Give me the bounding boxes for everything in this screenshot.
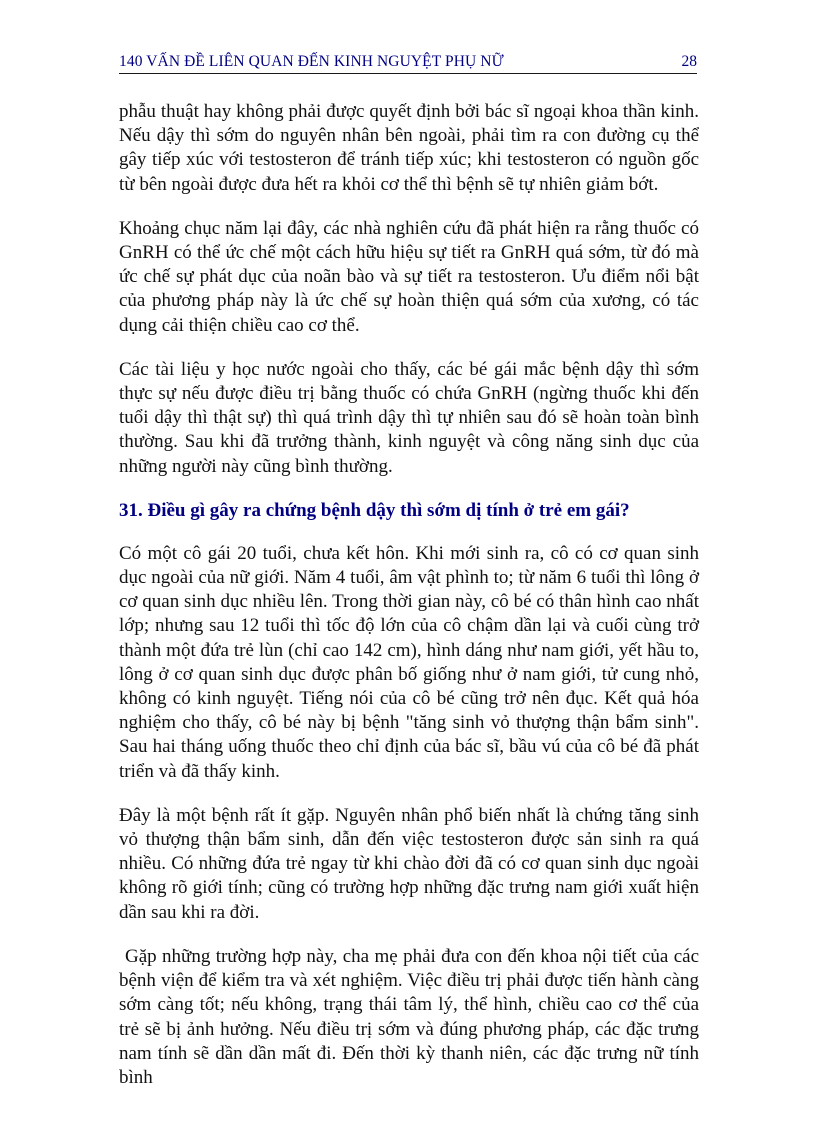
page-number: 28: [681, 53, 697, 70]
header-title: 140 VẤN ĐỀ LIÊN QUAN ĐẾN KINH NGUYỆT PHỤ NỮ: [119, 53, 504, 70]
paragraph: Có một cô gái 20 tuổi, chưa kết hôn. Khi mới sinh ra, cô có cơ quan sinh dục ngoài của nữ giới. Năm 4 tuổi, âm vật phình to; từ năm 6 tuổi thì lông ở cơ quan sinh dục nhiều lên. Trong thời gian này, cô bé có thân hình cao nhất lớp; nhưng sau 12 tuổi thì tốc độ lớn của cô chậm dần lại và cuối cùng trở thành một đứa trẻ lùn (chỉ cao 142 cm), hình dáng như nam giới, yết hầu to, lông ở cơ quan sinh dục được phân bố giống như ở nam giới, tử cung nhỏ, không có kinh nguyệt. Tiếng nói của cô bé cũng trở nên đục. Kết quả hóa nghiệm cho thấy, cô bé này bị bệnh "tăng sinh vỏ thượng thận bẩm sinh". Sau hai tháng uống thuốc theo chỉ định của bác sĩ, bầu vú của cô bé đã phát triển và đã thấy kinh.: [119, 542, 699, 782]
paragraph: Khoảng chục năm lại đây, các nhà nghiên cứu đã phát hiện ra rằng thuốc có GnRH có thể ức chế một cách hữu hiệu sự tiết ra GnRH quá sớm, từ đó mà ức chế sự phát dục của noãn bào và sự tiết ra testosteron. Ưu điểm nổi bật của phương pháp này là ức chế sự hoàn thiện quá sớm của xương, có tác dụng cải thiện chiều cao cơ thể.: [119, 217, 699, 336]
page-body: [119, 100, 699, 1090]
running-header: [119, 53, 697, 74]
paragraph: Gặp những trường hợp này, cha mẹ phải đưa con đến khoa nội tiết của các bệnh viện để kiểm tra và xét nghiệm. Việc điều trị phải được tiến hành càng sớm càng tốt; nếu không, trạng thái tâm lý, thể hình, chiều cao cơ thể của trẻ sẽ bị ảnh hưởng. Nếu điều trị sớm và đúng phương pháp, các đặc trưng nam tính sẽ dần dần mất đi. Đến thời kỳ thanh niên, các đặc trưng nữ tính bình: [119, 945, 699, 1088]
paragraph: Các tài liệu y học nước ngoài cho thấy, các bé gái mắc bệnh dậy thì sớm thực sự nếu được điều trị bằng thuốc có chứa GnRH (ngừng thuốc khi đến tuổi dậy thì thật sự) thì quá trình dậy thì tự nhiên sau đó sẽ hoàn toàn bình thường. Sau khi đã trưởng thành, kinh nguyệt và công năng sinh dục của những người này cũng bình thường.: [119, 358, 699, 477]
section-heading: 31. Điều gì gây ra chứng bệnh dậy thì sớm dị tính ở trẻ em gái?: [119, 499, 630, 521]
paragraph: Đây là một bệnh rất ít gặp. Nguyên nhân phổ biến nhất là chứng tăng sinh vỏ thượng thận bẩm sinh, dẫn đến việc testosteron được sản sinh ra quá nhiều. Có những đứa trẻ ngay từ khi chào đời đã có cơ quan sinh dục ngoài không rõ giới tính; cũng có trường hợp những đặc trưng nam giới xuất hiện dần sau khi ra đời.: [119, 804, 699, 923]
paragraph: phẫu thuật hay không phải được quyết định bởi bác sĩ ngoại khoa thần kinh. Nếu dậy thì sớm do nguyên nhân bên ngoài, phải tìm ra con đường cụ thể gây tiếp xúc với testosteron để tránh tiếp xúc; khi testosteron có nguồn gốc từ bên ngoài được đưa hết ra khỏi cơ thể thì bệnh sẽ tự nhiên giảm bớt.: [119, 101, 699, 195]
